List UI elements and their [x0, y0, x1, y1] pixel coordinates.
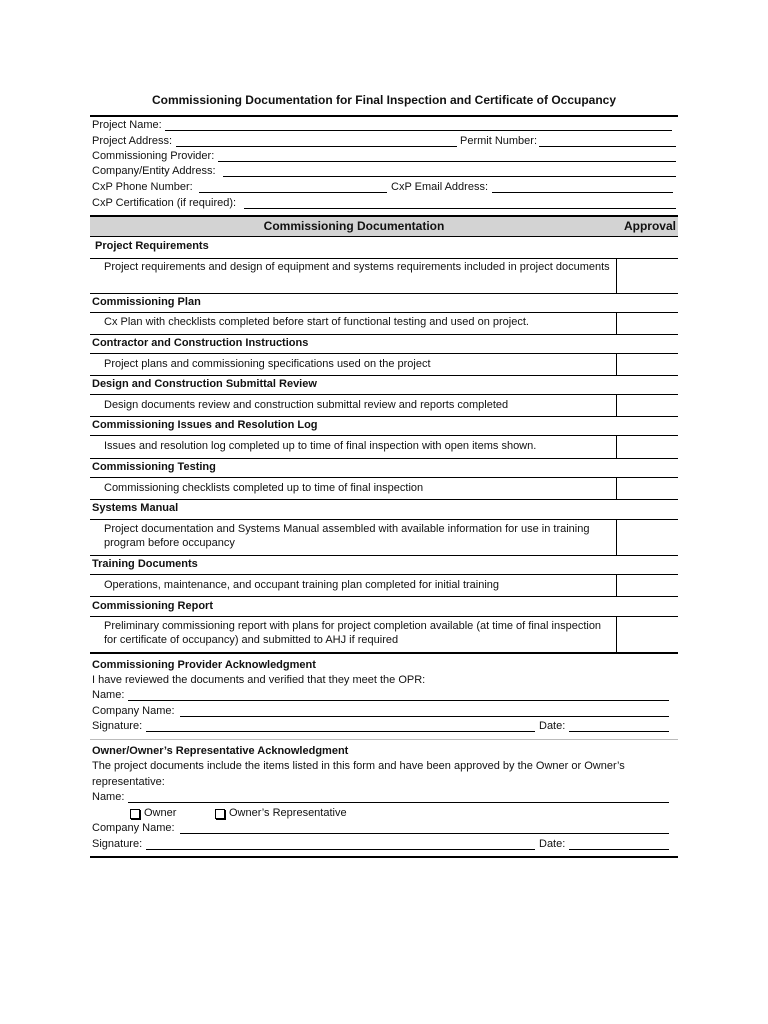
provider-signature-label: Signature:: [92, 720, 143, 732]
certification-field[interactable]: [244, 208, 676, 209]
row-rule: [90, 334, 678, 335]
row-rule: [90, 394, 678, 395]
approval-cell[interactable]: [616, 258, 678, 293]
ack-divider: [90, 739, 678, 740]
owner-signature-field[interactable]: [146, 849, 535, 850]
owner-date-label: Date:: [539, 838, 566, 850]
provider-name-field[interactable]: [128, 700, 669, 701]
section-item-text: Project plans and commissioning specifications used on the project: [104, 358, 431, 370]
approval-cell[interactable]: [616, 574, 678, 596]
project-address-field[interactable]: [176, 146, 457, 147]
provider-ack-statement: I have reviewed the documents and verified that they meet the OPR:: [92, 674, 426, 686]
owner-date-field[interactable]: [569, 849, 669, 850]
approval-cell[interactable]: [616, 519, 678, 555]
provider-company-label: Company Name:: [92, 705, 175, 717]
project-name-field[interactable]: [165, 130, 672, 131]
provider-date-field[interactable]: [569, 731, 669, 732]
form-bottom-rule: [90, 856, 678, 858]
row-rule: [90, 435, 678, 436]
email-label: CxP Email Address:: [391, 181, 489, 193]
owner-name-field[interactable]: [128, 802, 669, 803]
approval-cell[interactable]: [616, 616, 678, 652]
email-field[interactable]: [492, 192, 673, 193]
owner-ack-statement: representative:: [92, 776, 165, 788]
owner-name-label: Name:: [92, 791, 125, 803]
section-heading: Training Documents: [92, 558, 198, 570]
row-rule: [90, 312, 678, 313]
certification-label: CxP Certification (if required):: [92, 197, 237, 209]
row-rule: [90, 519, 678, 520]
provider-date-label: Date:: [539, 720, 566, 732]
row-rule: [90, 499, 678, 500]
documentation-header-label: Commissioning Documentation: [263, 219, 445, 233]
row-rule: [90, 375, 678, 376]
owner-ack-heading: Owner/Owner’s Representative Acknowledgment: [92, 745, 349, 757]
section-heading: Commissioning Report: [92, 600, 214, 612]
section-heading: Commissioning Issues and Resolution Log: [92, 419, 318, 431]
owner-signature-label: Signature:: [92, 838, 143, 850]
provider-field[interactable]: [218, 161, 676, 162]
section-heading: Contractor and Construction Instructions: [92, 337, 309, 349]
section-heading: Project Requirements: [95, 240, 209, 252]
table-bottom-rule: [90, 652, 678, 654]
provider-name-label: Name:: [92, 689, 125, 701]
section-item-text: Project requirements and design of equipment and systems requirements included in project documents: [104, 261, 610, 273]
section-item-text: Commissioning checklists completed up to time of final inspection: [104, 482, 424, 494]
owner-company-label: Company Name:: [92, 822, 175, 834]
approval-header-label: Approval: [623, 219, 676, 233]
row-rule: [90, 574, 678, 575]
title-rule: [90, 115, 678, 117]
phone-field[interactable]: [199, 192, 387, 193]
section-item-text: Operations, maintenance, and occupant training plan completed for initial training: [104, 579, 500, 591]
row-rule: [90, 555, 678, 556]
row-rule: [90, 477, 678, 478]
section-item-text: Project documentation and Systems Manual assembled with available information for use in training program before occupancy: [104, 523, 590, 549]
section-item-text: Design documents review and construction submittal review and reports completed: [104, 399, 509, 411]
owner-rep-checkbox[interactable]: [215, 809, 225, 819]
project-name-label: Project Name:: [92, 119, 162, 131]
owner-ack-statement: The project documents include the items listed in this form and have been approved by the Owner or Owner’s: [92, 760, 625, 772]
documentation-table-header: [90, 215, 678, 237]
provider-ack-heading: Commissioning Provider Acknowledgment: [92, 659, 316, 671]
row-rule: [90, 458, 678, 459]
approval-cell[interactable]: [616, 477, 678, 499]
section-heading: Design and Construction Submittal Review: [92, 378, 317, 390]
owner-checkbox-label: Owner: [144, 807, 177, 819]
row-rule: [90, 353, 678, 354]
approval-cell[interactable]: [616, 435, 678, 458]
permit-number-label: Permit Number:: [460, 135, 538, 147]
approval-cell[interactable]: [616, 353, 678, 375]
provider-signature-field[interactable]: [146, 731, 535, 732]
section-item-text: Cx Plan with checklists completed before start of functional testing and used on project.: [104, 316, 529, 328]
permit-number-field[interactable]: [539, 146, 676, 147]
company-address-field[interactable]: [223, 176, 676, 177]
section-heading: Systems Manual: [92, 502, 179, 514]
row-rule: [90, 596, 678, 597]
project-address-label: Project Address:: [92, 135, 173, 147]
form-title: Commissioning Documentation for Final Inspection and Certificate of Occupancy: [151, 93, 617, 107]
section-heading: Commissioning Plan: [92, 296, 201, 308]
provider-label: Commissioning Provider:: [92, 150, 215, 162]
row-rule: [90, 258, 678, 259]
row-rule: [90, 616, 678, 617]
row-rule: [90, 293, 678, 294]
section-item-text: Issues and resolution log completed up to time of final inspection with open items shown.: [104, 440, 537, 452]
owner-company-field[interactable]: [180, 833, 669, 834]
approval-cell[interactable]: [616, 394, 678, 416]
section-heading: Commissioning Testing: [92, 461, 216, 473]
owner-rep-checkbox-label: Owner’s Representative: [229, 807, 347, 819]
section-item-text: Preliminary commissioning report with plans for project completion available (at time of final inspection for certificate of occupancy) and submitted to AHJ if required: [104, 620, 602, 646]
approval-cell[interactable]: [616, 312, 678, 334]
provider-company-field[interactable]: [180, 716, 669, 717]
row-rule: [90, 416, 678, 417]
company-address-label: Company/Entity Address:: [92, 165, 216, 177]
phone-label: CxP Phone Number:: [92, 181, 193, 193]
owner-checkbox[interactable]: [130, 809, 140, 819]
